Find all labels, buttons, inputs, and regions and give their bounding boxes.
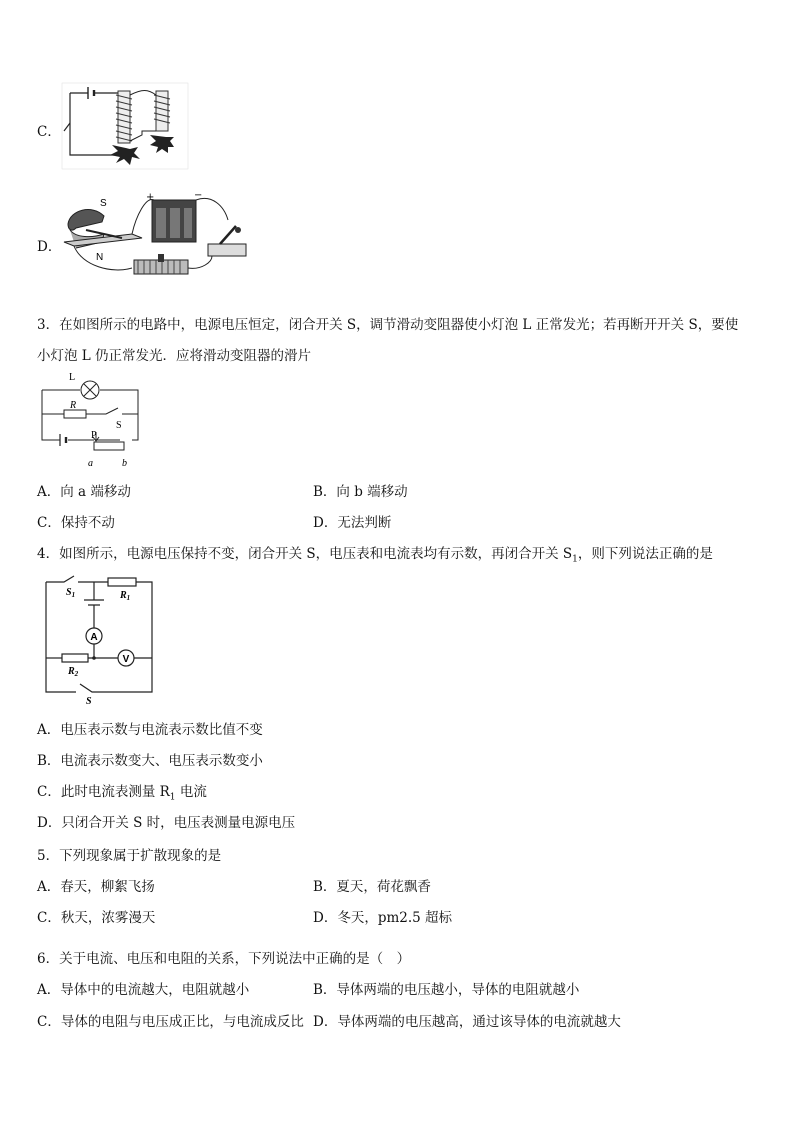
q3-label-p: P (91, 430, 97, 441)
q5-option-b[interactable]: B．夏天，荷花飘香 (313, 879, 431, 895)
q3-option-d[interactable]: D．无法判断 (313, 515, 392, 531)
q6-option-d[interactable]: D．导体两端的电压越高，通过该导体的电流就越大 (313, 1014, 621, 1030)
q6-stem: 6．关于电流、电压和电阻的关系，下列说法中正确的是（ ） (37, 951, 411, 967)
magnet-n-label: N (96, 252, 104, 263)
option-c-label: C． (37, 124, 61, 140)
motor-experiment-figure (62, 186, 252, 294)
battery-minus-label: − (194, 190, 203, 201)
q3-circuit-diagram (36, 368, 146, 470)
q6-option-c[interactable]: C．导体的电阻与电压成正比，与电流成反比 (37, 1014, 304, 1030)
q4-label-r2: $R_2$ (68, 666, 79, 678)
q4-stem: 4．如图所示，电源电压保持不变，闭合开关 S，电压表和电流表均有示数，再闭合开关 $S_1$，则下列说法正确的是 (37, 546, 713, 565)
magnet-s-label: S (100, 198, 107, 209)
q3-option-b[interactable]: B．向 b 端移动 (313, 484, 408, 500)
q3-label-s: S (116, 420, 122, 431)
q4-label-s: S (86, 696, 92, 707)
q3-stem-line2: 小灯泡 L 仍正常发光．应将滑动变阻器的滑片 (37, 348, 312, 364)
q3-option-c[interactable]: C．保持不动 (37, 515, 115, 531)
q6-option-b[interactable]: B．导体两端的电压越小，导体的电阻就越小 (313, 982, 580, 998)
q5-option-d[interactable]: D．冬天，pm2.5 超标 (313, 910, 453, 926)
q3-label-r: R (70, 400, 77, 411)
q4-label-r1: $R_1$ (120, 590, 131, 602)
q3-label-b: b (122, 458, 127, 469)
q5-stem: 5．下列现象属于扩散现象的是 (37, 848, 222, 864)
q4-option-a[interactable]: A．电压表示数与电流表示数比值不变 (37, 722, 263, 738)
q4-voltmeter-label: V (122, 654, 130, 665)
q3-label-a: a (88, 458, 93, 469)
q4-option-c[interactable]: C．此时电流表测量 $R_1$ 电流 (37, 784, 207, 803)
battery-plus-label: + (146, 192, 155, 203)
q5-option-c[interactable]: C．秋天，浓雾漫天 (37, 910, 156, 926)
q4-option-d[interactable]: D．只闭合开关 S 时，电压表测量电源电压 (37, 815, 296, 831)
q3-option-a[interactable]: A．向 a 端移动 (37, 484, 131, 500)
option-d-label: D． (37, 239, 62, 255)
q3-stem-line1: 3．在如图所示的电路中，电源电压恒定，闭合开关 S，调节滑动变阻器使小灯泡 L 正常发光；若再断开开关 S，要使 (37, 317, 739, 333)
q5-option-a[interactable]: A．春天，柳絮飞扬 (37, 879, 155, 895)
q3-label-l: L (69, 372, 76, 383)
q4-option-b[interactable]: B．电流表示数变大、电压表示数变小 (37, 753, 263, 769)
q6-option-a[interactable]: A．导体中的电流越大，电阻就越小 (37, 982, 250, 998)
q4-ammeter-label: A (90, 632, 98, 643)
electromagnet-figure (62, 83, 188, 169)
q4-label-s1: $S_1$ (66, 587, 76, 599)
q4-circuit-diagram (40, 570, 158, 706)
